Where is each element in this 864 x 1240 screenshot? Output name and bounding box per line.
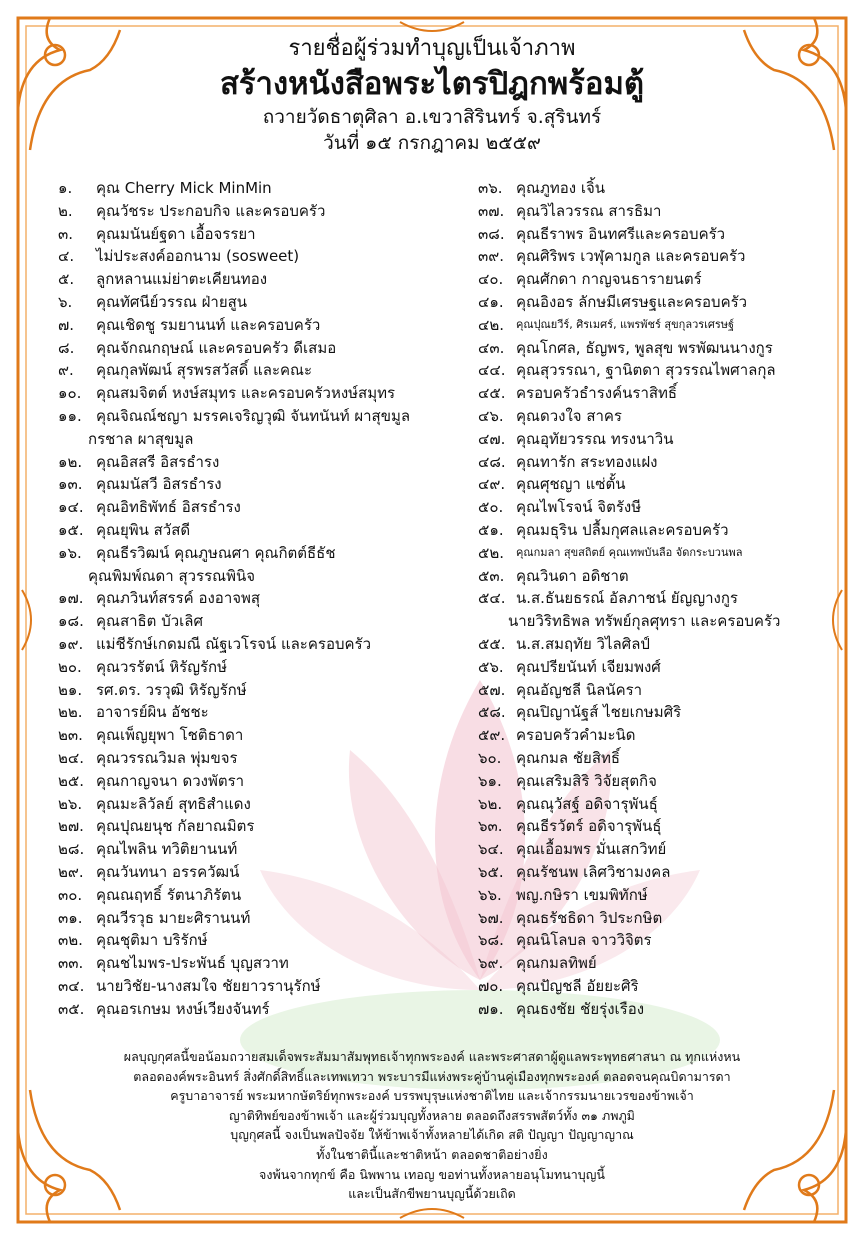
list-item-number: ๔๘. xyxy=(478,452,506,471)
list-item-number: ๗๑. xyxy=(478,999,504,1018)
list-item xyxy=(58,679,468,702)
list-item-number: ๖๐. xyxy=(478,748,502,767)
list-item-number: ๒๘. xyxy=(58,840,85,859)
list-item xyxy=(58,337,468,360)
list-item-name: น.ส.ธันยธรณ์ อัลภาชน์ ยัญญางกูร xyxy=(516,589,738,608)
list-item-number: ๔๓. xyxy=(478,338,505,357)
list-item xyxy=(58,838,468,861)
list-item xyxy=(478,838,818,861)
list-item-number: ๕๖. xyxy=(478,657,504,676)
list-item-number: ๒๗. xyxy=(58,817,84,836)
dedication-text xyxy=(60,1047,804,1204)
list-item xyxy=(478,268,818,291)
list-item-number: ๒๒. xyxy=(58,703,83,722)
list-item xyxy=(58,382,468,405)
list-item-name: คุณกุลพัฒน์ สุรพรสวัสดิ์ และคณะ xyxy=(96,361,313,380)
list-item-number: ๖๗. xyxy=(478,908,504,927)
list-item-name: คุณจักณกฤษณ์ และครอบครัว ดีเสมอ xyxy=(96,338,337,357)
list-item-number: ๗. xyxy=(58,315,75,334)
list-item-name: คุณธีรวัตร์ อดิจารุพันธุ์ xyxy=(516,817,662,836)
list-item-number: ๕๗. xyxy=(478,680,506,699)
list-item-number: ๑๖. xyxy=(58,543,82,562)
list-item xyxy=(58,975,468,998)
list-item xyxy=(478,359,818,382)
list-item-name: คุณธีรวิฒน์ คุณภูษณศา คุณกิตต์ธีธัช xyxy=(96,543,336,562)
list-item-number: ๑๔. xyxy=(58,498,84,517)
list-item-number: ๑๗. xyxy=(58,589,84,608)
list-item-number: ๕๓. xyxy=(478,566,505,585)
list-item xyxy=(478,382,818,405)
list-item-name: คุณสุวรรณา, ฐานิตดา สุวรรณไพศาลกุล xyxy=(516,361,776,380)
list-item xyxy=(58,815,468,838)
list-item xyxy=(58,473,468,496)
list-item xyxy=(58,929,468,952)
list-item xyxy=(58,542,468,565)
list-item xyxy=(478,519,818,542)
list-item-name: คุณวิไลวรรณ สารธิมา xyxy=(516,201,662,220)
list-item xyxy=(478,473,818,496)
dedication-line: ญาติทิพย์ของข้าพเจ้า และผู้ร่วมบุญทั้งหลาย ตลอดถึงสรรพสัตว์ทั้ง ๓๑ ภพภูมิ xyxy=(229,1107,635,1123)
list-item-name: รศ.ดร. วรวุฒิ หิรัญรักษ์ xyxy=(96,680,247,699)
list-item xyxy=(478,200,818,223)
list-item-number: ๔๖. xyxy=(478,406,504,425)
list-item xyxy=(478,587,818,610)
list-item xyxy=(478,337,818,360)
list-item xyxy=(478,815,818,838)
dedication-line: และเป็นสักขีพยานบุญนี้ด้วยเถิด xyxy=(348,1186,516,1202)
list-item xyxy=(478,177,818,200)
list-item xyxy=(478,656,818,679)
list-item-number: ๔๒. xyxy=(478,315,505,334)
list-item-number: ๕๐. xyxy=(478,498,504,517)
list-item xyxy=(58,724,468,747)
list-item xyxy=(58,359,468,382)
list-item xyxy=(58,770,468,793)
list-item-number: ๑. xyxy=(58,179,73,197)
list-item-number: ๖๙. xyxy=(478,954,504,973)
list-item-number: ๓. xyxy=(58,224,74,243)
list-item-name: คุณปรียนันท์ เจียมพงศ์ xyxy=(516,657,661,676)
list-item xyxy=(478,701,818,724)
list-item-name: คุณศักดา กาญจนธารายนตร์ xyxy=(516,270,702,289)
list-item-number: ๑๐. xyxy=(58,384,82,403)
list-item-number: ๕๑. xyxy=(478,520,504,539)
list-item-name: คุณจิณณ์ชญา มรรคเจริญวุฒิ จันทนันท์ ผาสุขมูล xyxy=(96,406,411,425)
list-item xyxy=(58,268,468,291)
list-item-name: คุณวัชระ ประกอบกิจ และครอบครัว xyxy=(96,201,326,220)
list-item-name: คุณณุวัสฐ์ อดิจารุพันธุ์ xyxy=(516,794,658,813)
list-item-number: ๔๑. xyxy=(478,292,504,311)
list-item-name: คุณณฤทธิ์ รัตนาภิรัตน xyxy=(96,885,242,904)
list-item-name: คุณมธุริน ปลื้มกุศลและครอบครัว xyxy=(516,520,729,539)
list-item-name: คุณอิสสรี อิสรธำรง xyxy=(96,452,220,471)
list-item-name: คุณธงชัย ชัยรุ่งเรือง xyxy=(516,999,645,1018)
list-item xyxy=(478,724,818,747)
list-item-name: คุณปุณยนุช กัลยาณมิตร xyxy=(96,817,255,836)
list-item-name: คุณดวงใจ สาคร xyxy=(516,406,622,425)
dedication-line: บุญกุศลนี้ จงเป็นพลปัจจัย ให้ข้าพเจ้าทั้งหลายได้เกิด สติ ปัญญา ปัญญาญาณ xyxy=(230,1127,634,1143)
list-item-name: ลูกหลานแม่ย่าตะเคียนทอง xyxy=(96,270,268,289)
list-item-number: ๕๕. xyxy=(478,634,506,653)
list-item-name: คุณวีรวุธ มายะศิรานนท์ xyxy=(96,908,251,927)
list-item-number: ๓๘. xyxy=(478,224,505,243)
list-item xyxy=(478,314,818,337)
list-item xyxy=(478,496,818,519)
list-item xyxy=(58,451,468,474)
list-item xyxy=(58,200,468,223)
list-item-number: ๒๕. xyxy=(58,771,85,790)
list-item xyxy=(478,861,818,884)
list-item-name: คุณวรรัตน์ หิรัญรักษ์ xyxy=(96,657,228,676)
list-item-name: คุณ Cherry Mick MinMin xyxy=(96,179,272,197)
list-item xyxy=(478,291,818,314)
list-item xyxy=(58,314,468,337)
list-item-number: ๑๒. xyxy=(58,452,83,471)
dedication-line: ทั้งในชาตินี้และชาติหน้า ตลอดชาติอย่างยิ่ง xyxy=(316,1146,548,1162)
list-item-number: ๔๙. xyxy=(478,475,506,494)
list-item-number: ๕๙. xyxy=(478,726,506,745)
list-item-name: คุณนิโลบล จาววิจิตร xyxy=(516,931,652,950)
list-item xyxy=(478,793,818,816)
page-header xyxy=(0,34,864,156)
list-item xyxy=(58,291,468,314)
list-item-number: ๒๖. xyxy=(58,794,83,813)
list-item-name: น.ส.สมฤทัย วิไลศิลป์ xyxy=(516,634,650,653)
list-item xyxy=(478,565,818,588)
list-item-number: ๓๖. xyxy=(478,179,503,197)
list-item-name: คุณอิงอร ลักษมีเศรษฐและครอบครัว xyxy=(516,292,748,311)
header-date: วันที่ ๑๕ กรกฎาคม ๒๕๕๙ xyxy=(323,132,541,154)
list-item xyxy=(478,679,818,702)
list-item-name: คุณวรรณวิมล พุ่มขจร xyxy=(96,748,238,767)
list-item-number: ๔. xyxy=(58,247,75,266)
list-item-number: ๓๐. xyxy=(58,885,83,904)
list-item-name: แม่ชีรักษ์เกดมณี ณัฐเวโรจน์ และครอบครัว xyxy=(96,634,372,653)
list-item-name: คุณธีราพร อินทศรีและครอบครัว xyxy=(516,224,726,243)
list-item-continuation: กรชาล ผาสุขมูล xyxy=(88,429,194,448)
list-item xyxy=(478,998,818,1021)
page-title: สร้างหนังสือพระไตรปิฎกพร้อมตู้ xyxy=(219,66,645,102)
list-item-name: คุณปิญานัฐส์ ไชยเกษมศิริ xyxy=(516,703,682,722)
list-item xyxy=(58,405,468,428)
list-item xyxy=(58,519,468,542)
list-item-number: ๖๕. xyxy=(478,862,504,881)
list-item xyxy=(58,587,468,610)
list-item-name: คุณอัญชลี นิลนัครา xyxy=(516,680,643,699)
list-item xyxy=(478,770,818,793)
list-item-number: ๕. xyxy=(58,270,75,289)
list-item-name: อาจารย์ผิน อัชชะ xyxy=(96,703,209,722)
list-item-number: ๖๓. xyxy=(478,817,503,836)
list-item-number: ๙. xyxy=(58,361,74,380)
list-item-name: คุณอรเกษม หงษ์เวียงจันทร์ xyxy=(96,999,270,1018)
header-line-1: รายชื่อผู้ร่วมทำบุญเป็นเจ้าภาพ xyxy=(288,36,576,61)
list-item-number: ๑๑. xyxy=(58,406,82,425)
donor-list-right xyxy=(478,177,818,1020)
list-item-number: ๔๕. xyxy=(478,384,506,403)
list-item-name: คุณภวินท์สรรค์ องอาจพสุ xyxy=(96,589,261,608)
list-item xyxy=(478,542,818,565)
list-item xyxy=(58,223,468,246)
list-item-name: คุณยุพิน สวัสดี xyxy=(96,520,191,539)
donor-list-left xyxy=(58,177,468,1020)
list-item-name: คุณกมล ชัยสิทธิ์ xyxy=(516,748,621,767)
list-item-name: พญ.กษิรา เขมพิทักษ์ xyxy=(516,885,648,904)
list-item-name: ไม่ประสงค์ออกนาม (sosweet) xyxy=(96,247,300,266)
list-item xyxy=(58,907,468,930)
list-item-name: คุณกมลทิพย์ xyxy=(516,954,597,973)
list-item-number: ๖๒. xyxy=(478,794,503,813)
list-item xyxy=(478,428,818,451)
list-item-name: คุณเอื้อมพร มั่นเสกวิทย์ xyxy=(516,840,667,859)
list-item-number: ๖. xyxy=(58,292,73,311)
list-item-number: ๑๕. xyxy=(58,520,84,539)
list-item-name: คุณศุชญา แซ่ตั้น xyxy=(516,475,626,494)
list-item-name: คุณทัศนีย์วรรณ ฝ่ายสูน xyxy=(96,292,248,311)
list-item-name: คุณปัญชลี อัยยะศิริ xyxy=(516,976,639,995)
list-item-name: คุณอุทัยวรรณ ทรงนาวิน xyxy=(516,429,674,448)
list-item xyxy=(58,701,468,724)
list-item-name: คุณชไมพร-ประพันธ์ บุญสวาท xyxy=(96,954,289,973)
list-item-number: ๔๗. xyxy=(478,429,506,448)
list-item-name: คุณกาญจนา ดวงพัตรา xyxy=(96,771,245,790)
list-item-number: ๕๘. xyxy=(478,703,506,722)
list-item xyxy=(478,747,818,770)
list-item-number: ๕๒. xyxy=(478,543,505,562)
list-item-number: ๒๔. xyxy=(58,748,85,767)
list-item-number: ๒๙. xyxy=(58,862,84,881)
list-item xyxy=(58,496,468,519)
list-item-number: ๑๓. xyxy=(58,475,83,494)
list-item-name: ครอบครัวธำรงค์นราสิทธิ์ xyxy=(516,384,678,403)
list-item xyxy=(58,998,468,1021)
dedication-line: จงพ้นจากทุกข์ คือ นิพพาน เทอญ ขอท่านทั้งหลายอนุโมทนาบุญนี้ xyxy=(259,1166,605,1182)
list-item-number: ๓๕. xyxy=(58,999,85,1018)
list-item xyxy=(478,952,818,975)
list-item-number: ๖๘. xyxy=(478,931,504,950)
list-item-number: ๒๓. xyxy=(58,726,83,745)
list-item xyxy=(58,747,468,770)
list-item-number: ๕๔. xyxy=(478,589,506,608)
list-item-number: ๓๓. xyxy=(58,954,84,973)
list-item-name: คุณมนัสวี อิสรธำรง xyxy=(96,475,222,494)
list-item-name: คุณกมลา สุขสถิตย์ คุณเทพบันลือ จัดกระบวนพล xyxy=(516,545,743,559)
list-item xyxy=(478,884,818,907)
list-item-name: คุณเพ็ญยุพา โชติธาดา xyxy=(96,726,244,745)
list-item-name: คุณธรัชธิดา วิประกษิต xyxy=(516,908,663,927)
list-item-name: คุณปุณยวีร์, ศิรเมศร์, แพรพัชร์ สุขกุลวรเศรษฐ์ xyxy=(516,317,735,331)
list-item-name: คุณวินดา อดิชาต xyxy=(516,566,629,585)
list-item-name: คุณสมจิตต์ หงษ์สมุทร และครอบครัวหงษ์สมุทร xyxy=(96,384,396,403)
list-item-number: ๑๘. xyxy=(58,612,84,631)
list-item xyxy=(478,245,818,268)
dedication-line: ผลบุญกุศลนี้ขอน้อมถวายสมเด็จพระสัมมาสัมพุทธเจ้าทุกพระองค์ และพระศาสดาผู้ดูแลพระพุทธศาสนา ณ ทุกแห่งหน xyxy=(123,1049,741,1064)
list-item xyxy=(58,633,468,656)
list-item-name: คุณวันทนา อรรควัฒน์ xyxy=(96,862,240,881)
list-item xyxy=(478,405,818,428)
list-item-name: คุณโกศล, ธัญพร, พูลสุข พรพัฒนนางกูร xyxy=(516,338,773,357)
list-item-number: ๑๙. xyxy=(58,634,84,653)
list-item-number: ๓๒. xyxy=(58,931,83,950)
list-item-name: คุณเสริมสิริ วิจัยสุตกิจ xyxy=(516,771,657,790)
list-item xyxy=(478,451,818,474)
list-item-number: ๖๔. xyxy=(478,840,504,859)
list-item-name: ครอบครัวคำมะนิด xyxy=(516,726,636,745)
list-item xyxy=(478,975,818,998)
list-item-number: ๔๐. xyxy=(478,270,504,289)
list-item-number: ๔๔. xyxy=(478,361,506,380)
list-item xyxy=(478,633,818,656)
list-item xyxy=(58,656,468,679)
list-item-number: ๓๔. xyxy=(58,976,85,995)
list-item-number: ๗๐. xyxy=(478,976,504,995)
list-item-name: คุณรัชนพ เลิศวิชามงคล xyxy=(516,862,671,881)
list-item xyxy=(58,610,468,633)
list-item-name: คุณอิทธิพัทธ์ อิสรธำรง xyxy=(96,498,241,517)
dedication-line: ตลอดองค์พระอินทร์ สิ่งศักดิ์สิทธิ์และเทพเทวา พระบารมีแห่งพระคู่บ้านคู่เมืองทุกพระองค์ ตลอดจนคุณบิดามารดา xyxy=(133,1068,731,1084)
header-location: ถวายวัดธาตุศิลา อ.เขวาสิรินทร์ จ.สุรินทร์ xyxy=(262,106,602,128)
dedication-line: ครูบาอาจารย์ พระมหากษัตริย์ทุกพระองค์ บรรพบุรุษแห่งชาติไทย และเจ้ากรรมนายเวรของข้าพเจ้า xyxy=(170,1088,694,1104)
list-item-number: ๓๙. xyxy=(478,247,505,266)
list-item-number: ๒๑. xyxy=(58,680,83,699)
list-item xyxy=(58,245,468,268)
list-item-number: ๒๐. xyxy=(58,657,82,676)
list-item xyxy=(58,952,468,975)
list-item xyxy=(58,177,468,200)
list-item-name: คุณมะลิวัลย์ สุทธิสำแดง xyxy=(96,794,251,813)
list-item-number: ๘. xyxy=(58,338,75,357)
list-item-name: คุณทารัก สระทองแฝง xyxy=(516,452,658,471)
list-item xyxy=(58,884,468,907)
list-item-number: ๖๑. xyxy=(478,771,502,790)
list-item-name: คุณมนันย์ฐดา เอื้อจรรยา xyxy=(96,224,256,243)
list-item-number: ๓๑. xyxy=(58,908,83,927)
list-item-name: คุณศิริพร เวฬุคามกูล และครอบครัว xyxy=(516,247,746,266)
list-item xyxy=(478,223,818,246)
list-item xyxy=(58,793,468,816)
list-item xyxy=(478,929,818,952)
list-item-number: ๒. xyxy=(58,201,73,220)
list-item-number: ๓๗. xyxy=(478,201,505,220)
list-item-name: คุณไพลิน ทวิติยานนท์ xyxy=(96,840,238,859)
list-item-continuation: นายวิริทธิพล ทรัพย์กุลศุทรา และครอบครัว xyxy=(508,612,781,631)
list-item xyxy=(58,861,468,884)
list-item-name: นายวิชัย-นางสมใจ ชัยยาวรานุรักษ์ xyxy=(96,976,321,995)
list-item-name: คุณภูทอง เจิ้น xyxy=(516,179,605,197)
list-item-continuation: คุณพิมพ์ณดา สุวรรณพินิจ xyxy=(88,566,255,585)
list-item-name: คุณชุติมา บริรักษ์ xyxy=(96,931,208,950)
list-item-number: ๖๖. xyxy=(478,885,502,904)
list-item xyxy=(478,907,818,930)
list-item-name: คุณสาธิต บัวเลิศ xyxy=(96,612,203,631)
list-item-name: คุณไพโรจน์ จิตรังษี xyxy=(516,498,642,517)
list-item-name: คุณเชิดชู รมยานนท์ และครอบครัว xyxy=(96,315,321,334)
